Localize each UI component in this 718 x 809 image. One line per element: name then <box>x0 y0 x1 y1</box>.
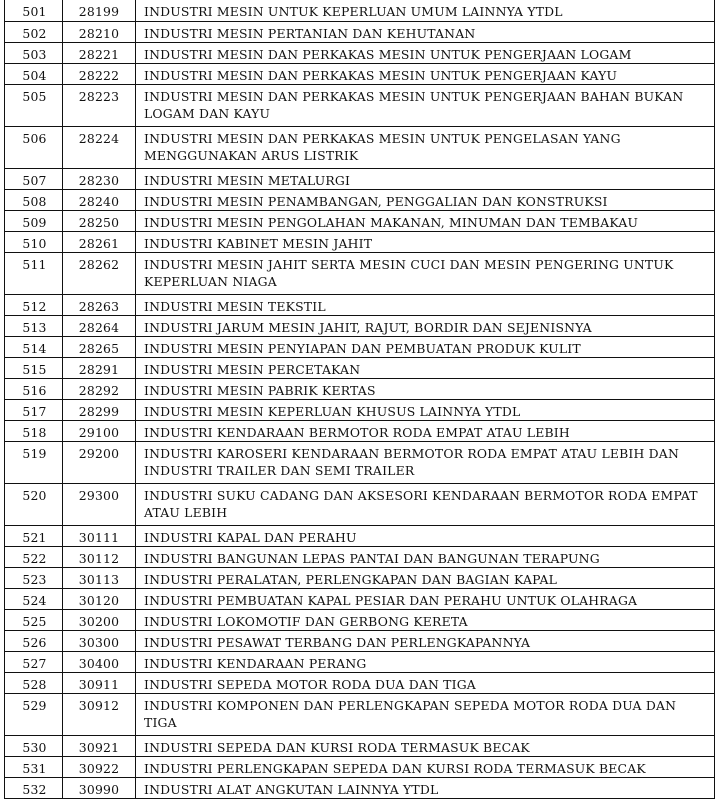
row-number-cell: 505 <box>5 85 63 126</box>
table-row <box>5 127 714 169</box>
industry-description-cell: INDUSTRI MESIN PERCETAKAN <box>144 362 361 377</box>
industry-description-cell: INDUSTRI MESIN DAN PERKAKAS MESIN UNTUK PENGERJAAN KAYU <box>144 68 618 83</box>
kbli-code-cell: 28222 <box>63 64 136 84</box>
table-row <box>5 190 714 211</box>
industry-description-cell: INDUSTRI SUKU CADANG DAN AKSESORI KENDARAAN BERMOTOR RODA EMPAT ATAU LEBIH <box>144 488 698 520</box>
row-number-cell: 523 <box>5 568 63 588</box>
industry-description-cell: INDUSTRI PERLENGKAPAN SEPEDA DAN KURSI RODA TERMASUK BECAK <box>144 761 646 776</box>
row-number-cell: 521 <box>5 526 63 546</box>
table-row <box>5 316 714 337</box>
industry-description-cell: INDUSTRI KAROSERI KENDARAAN BERMOTOR RODA EMPAT ATAU LEBIH DAN INDUSTRI TRAILER DAN SEMI TRAILER <box>144 446 679 478</box>
row-number-cell: 513 <box>5 316 63 336</box>
kbli-table <box>4 0 715 799</box>
kbli-code-cell: 30912 <box>63 694 136 735</box>
row-number-cell: 502 <box>5 22 63 42</box>
row-number-cell: 509 <box>5 211 63 231</box>
row-number-cell: 503 <box>5 43 63 63</box>
kbli-code-cell: 28240 <box>63 190 136 210</box>
industry-description-cell: INDUSTRI BANGUNAN LEPAS PANTAI DAN BANGUNAN TERAPUNG <box>144 551 600 566</box>
kbli-code-cell: 30112 <box>63 547 136 567</box>
table-row <box>5 631 714 652</box>
row-number-cell: 506 <box>5 127 63 168</box>
industry-description-cell: INDUSTRI MESIN UNTUK KEPERLUAN UMUM LAINNYA YTDL <box>144 4 563 19</box>
row-number-cell: 531 <box>5 757 63 777</box>
kbli-code-cell: 30300 <box>63 631 136 651</box>
table-row <box>5 421 714 442</box>
kbli-code-cell: 30922 <box>63 757 136 777</box>
table-row <box>5 673 714 694</box>
row-number-cell: 508 <box>5 190 63 210</box>
industry-description-cell: INDUSTRI PERALATAN, PERLENGKAPAN DAN BAGIAN KAPAL <box>144 572 558 587</box>
kbli-code-cell: 30113 <box>63 568 136 588</box>
row-number-cell: 514 <box>5 337 63 357</box>
kbli-code-cell: 28199 <box>63 0 136 21</box>
industry-description-cell: INDUSTRI MESIN PENAMBANGAN, PENGGALIAN DAN KONSTRUKSI <box>144 194 608 209</box>
table-row <box>5 337 714 358</box>
kbli-code-cell: 30120 <box>63 589 136 609</box>
table-row <box>5 484 714 526</box>
kbli-code-cell: 30111 <box>63 526 136 546</box>
kbli-code-cell: 30990 <box>63 778 136 798</box>
row-number-cell: 501 <box>5 0 63 21</box>
kbli-code-cell: 28264 <box>63 316 136 336</box>
table-row <box>5 757 714 778</box>
table-row <box>5 85 714 127</box>
table-row <box>5 778 714 799</box>
kbli-code-cell: 28292 <box>63 379 136 399</box>
kbli-code-cell: 28210 <box>63 22 136 42</box>
industry-description-cell: INDUSTRI LOKOMOTIF DAN GERBONG KERETA <box>144 614 468 629</box>
row-number-cell: 504 <box>5 64 63 84</box>
industry-description-cell: INDUSTRI ALAT ANGKUTAN LAINNYA YTDL <box>144 782 439 797</box>
industry-description-cell: INDUSTRI SEPEDA DAN KURSI RODA TERMASUK BECAK <box>144 740 530 755</box>
kbli-code-cell: 28299 <box>63 400 136 420</box>
kbli-code-cell: 28291 <box>63 358 136 378</box>
industry-description-cell: INDUSTRI MESIN PABRIK KERTAS <box>144 383 376 398</box>
table-row <box>5 526 714 547</box>
row-number-cell: 519 <box>5 442 63 483</box>
kbli-code-cell: 29100 <box>63 421 136 441</box>
row-number-cell: 512 <box>5 295 63 315</box>
table-row <box>5 589 714 610</box>
industry-description-cell: INDUSTRI MESIN PENGOLAHAN MAKANAN, MINUMAN DAN TEMBAKAU <box>144 215 639 230</box>
industry-description-cell: INDUSTRI PEMBUATAN KAPAL PESIAR DAN PERAHU UNTUK OLAHRAGA <box>144 593 638 608</box>
kbli-code-cell: 30921 <box>63 736 136 756</box>
industry-description-cell: INDUSTRI MESIN METALURGI <box>144 173 351 188</box>
row-number-cell: 532 <box>5 778 63 798</box>
row-number-cell: 530 <box>5 736 63 756</box>
kbli-code-cell: 30200 <box>63 610 136 630</box>
industry-description-cell: INDUSTRI KENDARAAN BERMOTOR RODA EMPAT ATAU LEBIH <box>144 425 570 440</box>
industry-description-cell: INDUSTRI KENDARAAN PERANG <box>144 656 367 671</box>
table-row <box>5 64 714 85</box>
row-number-cell: 527 <box>5 652 63 672</box>
table-row <box>5 442 714 484</box>
industry-description-cell: INDUSTRI MESIN JAHIT SERTA MESIN CUCI DAN MESIN PENGERING UNTUK KEPERLUAN NIAGA <box>144 257 674 289</box>
industry-description-cell: INDUSTRI MESIN DAN PERKAKAS MESIN UNTUK PENGERJAAN LOGAM <box>144 47 632 62</box>
table-row <box>5 253 714 295</box>
table-row <box>5 169 714 190</box>
industry-description-cell: INDUSTRI MESIN PERTANIAN DAN KEHUTANAN <box>144 26 476 41</box>
row-number-cell: 516 <box>5 379 63 399</box>
kbli-code-cell: 28263 <box>63 295 136 315</box>
table-row <box>5 232 714 253</box>
kbli-code-cell: 28262 <box>63 253 136 294</box>
row-number-cell: 529 <box>5 694 63 735</box>
row-number-cell: 518 <box>5 421 63 441</box>
row-number-cell: 525 <box>5 610 63 630</box>
row-number-cell: 522 <box>5 547 63 567</box>
table-row <box>5 736 714 757</box>
kbli-code-cell: 29300 <box>63 484 136 525</box>
row-number-cell: 517 <box>5 400 63 420</box>
row-number-cell: 510 <box>5 232 63 252</box>
industry-description-cell: INDUSTRI KABINET MESIN JAHIT <box>144 236 373 251</box>
table-row <box>5 22 714 43</box>
row-number-cell: 526 <box>5 631 63 651</box>
kbli-code-cell: 30911 <box>63 673 136 693</box>
industry-description-cell: INDUSTRI MESIN PENYIAPAN DAN PEMBUATAN PRODUK KULIT <box>144 341 581 356</box>
table-row <box>5 379 714 400</box>
industry-description-cell: INDUSTRI KOMPONEN DAN PERLENGKAPAN SEPEDA MOTOR RODA DUA DAN TIGA <box>144 698 677 730</box>
table-row <box>5 211 714 232</box>
table-row <box>5 652 714 673</box>
table-row <box>5 358 714 379</box>
kbli-code-cell: 28230 <box>63 169 136 189</box>
row-number-cell: 511 <box>5 253 63 294</box>
table-row <box>5 694 714 736</box>
kbli-code-cell: 30400 <box>63 652 136 672</box>
kbli-code-cell: 28224 <box>63 127 136 168</box>
industry-description-cell: INDUSTRI MESIN DAN PERKAKAS MESIN UNTUK PENGELASAN YANG MENGGUNAKAN ARUS LISTRIK <box>144 131 621 163</box>
industry-description-cell: INDUSTRI PESAWAT TERBANG DAN PERLENGKAPANNYA <box>144 635 531 650</box>
table-row <box>5 568 714 589</box>
table-row <box>5 610 714 631</box>
table-row <box>5 295 714 316</box>
row-number-cell: 520 <box>5 484 63 525</box>
row-number-cell: 515 <box>5 358 63 378</box>
industry-description-cell: INDUSTRI MESIN TEKSTIL <box>144 299 326 314</box>
row-number-cell: 507 <box>5 169 63 189</box>
kbli-code-cell: 28250 <box>63 211 136 231</box>
kbli-code-cell: 28223 <box>63 85 136 126</box>
industry-description-cell: INDUSTRI MESIN DAN PERKAKAS MESIN UNTUK PENGERJAAN BAHAN BUKAN LOGAM DAN KAYU <box>144 89 684 121</box>
table-row <box>5 0 714 22</box>
table-row <box>5 547 714 568</box>
industry-description-cell: INDUSTRI KAPAL DAN PERAHU <box>144 530 357 545</box>
industry-description-cell: INDUSTRI JARUM MESIN JAHIT, RAJUT, BORDIR DAN SEJENISNYA <box>144 320 592 335</box>
table-row <box>5 400 714 421</box>
row-number-cell: 524 <box>5 589 63 609</box>
table-row <box>5 43 714 64</box>
industry-description-cell: INDUSTRI MESIN KEPERLUAN KHUSUS LAINNYA YTDL <box>144 404 521 419</box>
kbli-code-cell: 28261 <box>63 232 136 252</box>
kbli-code-cell: 29200 <box>63 442 136 483</box>
kbli-code-cell: 28265 <box>63 337 136 357</box>
row-number-cell: 528 <box>5 673 63 693</box>
kbli-code-cell: 28221 <box>63 43 136 63</box>
industry-description-cell: INDUSTRI SEPEDA MOTOR RODA DUA DAN TIGA <box>144 677 476 692</box>
